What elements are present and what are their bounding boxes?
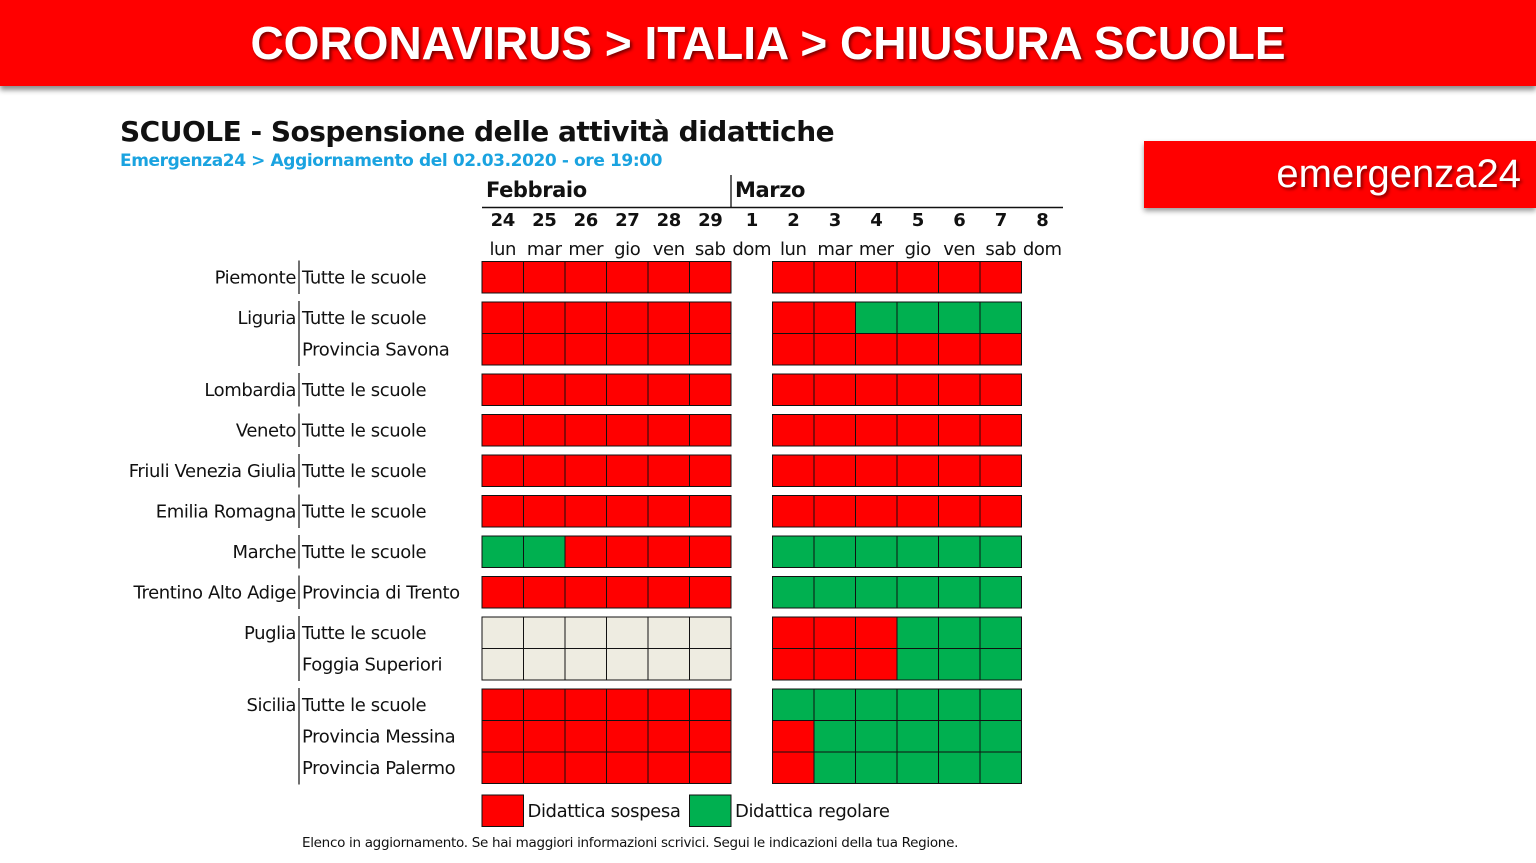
status-cell <box>690 577 732 609</box>
scope-label: Tutte le scuole <box>302 307 427 329</box>
legend-label: Didattica sospesa <box>527 800 681 822</box>
status-cell <box>648 649 690 681</box>
region-label: Friuli Venezia Giulia <box>128 460 296 482</box>
status-cell <box>814 752 856 784</box>
status-cell <box>773 752 815 784</box>
status-cell <box>565 649 607 681</box>
weekday-label: dom <box>732 239 772 260</box>
status-cell <box>565 496 607 528</box>
status-cell <box>773 721 815 753</box>
status-cell <box>856 415 898 447</box>
status-cell <box>565 302 607 334</box>
status-cell <box>648 752 690 784</box>
status-cell <box>856 374 898 406</box>
day-number: 27 <box>615 210 640 231</box>
status-cell <box>773 536 815 568</box>
status-cell <box>607 536 649 568</box>
status-cell <box>814 536 856 568</box>
status-cell <box>524 415 566 447</box>
status-cell <box>939 617 981 649</box>
status-cell <box>482 752 524 784</box>
status-cell <box>690 721 732 753</box>
scope-label: Provincia Savona <box>302 339 450 361</box>
region-label: Lombardia <box>204 379 296 401</box>
status-cell <box>690 334 732 366</box>
region-label: Emilia Romagna <box>155 501 296 523</box>
status-cell <box>482 496 524 528</box>
status-cell <box>856 752 898 784</box>
status-cell <box>482 617 524 649</box>
status-cell <box>482 455 524 487</box>
status-cell <box>980 334 1022 366</box>
status-cell <box>814 577 856 609</box>
status-cell <box>897 262 939 294</box>
status-cell <box>607 334 649 366</box>
status-cell <box>773 577 815 609</box>
status-cell <box>482 689 524 721</box>
status-cell <box>980 721 1022 753</box>
status-cell <box>607 752 649 784</box>
status-cell <box>607 262 649 294</box>
scope-label: Tutte le scuole <box>302 694 427 716</box>
status-cell <box>524 577 566 609</box>
status-cell <box>690 649 732 681</box>
status-cell <box>814 415 856 447</box>
status-cell <box>648 617 690 649</box>
day-number: 24 <box>490 210 515 231</box>
status-cell <box>773 374 815 406</box>
status-cell <box>856 689 898 721</box>
weekday-label: gio <box>904 239 931 260</box>
weekday-label: sab <box>985 239 1017 260</box>
weekday-label: sab <box>694 239 726 260</box>
status-cell <box>980 689 1022 721</box>
status-cell <box>524 334 566 366</box>
status-cell <box>773 455 815 487</box>
status-cell <box>524 536 566 568</box>
status-cell <box>980 415 1022 447</box>
status-cell <box>482 302 524 334</box>
status-cell <box>607 415 649 447</box>
status-cell <box>856 302 898 334</box>
status-cell <box>897 374 939 406</box>
status-cell <box>524 752 566 784</box>
status-cell <box>980 455 1022 487</box>
footnote: Elenco in aggiornamento. Se hai maggiori informazioni scrivici. Segui le indicazioni della tua Regione. <box>302 835 959 851</box>
weekday-label: lun <box>779 239 807 260</box>
status-cell <box>814 496 856 528</box>
chart-subtitle: Emergenza24 > Aggiornamento del 02.03.2020 - ore 19:00 <box>120 151 663 171</box>
status-cell <box>524 374 566 406</box>
weekday-label: mer <box>568 239 604 260</box>
status-cell <box>607 302 649 334</box>
status-cell <box>482 536 524 568</box>
status-cell <box>980 536 1022 568</box>
status-cell <box>897 689 939 721</box>
month-label-marzo: Marzo <box>735 178 806 202</box>
status-cell <box>524 262 566 294</box>
status-cell <box>648 689 690 721</box>
scope-label: Provincia Palermo <box>302 757 456 779</box>
status-cell <box>524 721 566 753</box>
region-label: Piemonte <box>214 267 296 289</box>
status-cell <box>607 721 649 753</box>
status-cell <box>482 721 524 753</box>
scope-label: Tutte le scuole <box>302 622 427 644</box>
status-cell <box>607 455 649 487</box>
weekday-label: mer <box>858 239 894 260</box>
status-cell <box>980 617 1022 649</box>
status-cell <box>482 577 524 609</box>
status-cell <box>524 496 566 528</box>
status-cell <box>856 721 898 753</box>
scope-label: Tutte le scuole <box>302 379 427 401</box>
weekday-label: lun <box>489 239 517 260</box>
status-cell <box>648 577 690 609</box>
status-cell <box>773 415 815 447</box>
status-cell <box>980 577 1022 609</box>
status-cell <box>980 262 1022 294</box>
status-cell <box>856 455 898 487</box>
status-cell <box>897 752 939 784</box>
status-cell <box>648 496 690 528</box>
status-cell <box>607 649 649 681</box>
status-cell <box>482 374 524 406</box>
status-cell <box>897 496 939 528</box>
status-cell <box>939 496 981 528</box>
region-label: Sicilia <box>246 694 296 716</box>
status-cell <box>565 689 607 721</box>
status-cell <box>980 374 1022 406</box>
status-cell <box>980 649 1022 681</box>
status-cell <box>814 617 856 649</box>
status-cell <box>897 577 939 609</box>
status-cell <box>524 689 566 721</box>
status-cell <box>565 334 607 366</box>
day-number: 7 <box>994 210 1007 231</box>
status-cell <box>939 262 981 294</box>
status-cell <box>773 496 815 528</box>
brand-logo-text: emergenza24 <box>1276 152 1521 196</box>
scope-label: Tutte le scuole <box>302 541 427 563</box>
status-cell <box>648 536 690 568</box>
legend-swatch <box>482 795 524 827</box>
status-cell <box>773 334 815 366</box>
status-cell <box>648 374 690 406</box>
status-cell <box>939 302 981 334</box>
day-number: 4 <box>870 210 883 231</box>
status-cell <box>565 536 607 568</box>
weekday-label: gio <box>614 239 641 260</box>
status-cell <box>690 455 732 487</box>
status-cell <box>814 262 856 294</box>
region-label: Marche <box>232 541 296 563</box>
status-cell <box>690 536 732 568</box>
scope-label: Tutte le scuole <box>302 420 427 442</box>
weekday-label: mar <box>526 239 562 260</box>
weekday-label: dom <box>1022 239 1062 260</box>
status-cell <box>773 617 815 649</box>
status-cell <box>939 415 981 447</box>
status-cell <box>856 496 898 528</box>
day-number: 2 <box>787 210 800 231</box>
status-cell <box>856 334 898 366</box>
day-number: 6 <box>953 210 966 231</box>
legend-swatch <box>690 795 732 827</box>
scope-label: Foggia Superiori <box>302 654 443 676</box>
status-cell <box>814 689 856 721</box>
status-cell <box>607 689 649 721</box>
status-cell <box>690 752 732 784</box>
status-cell <box>897 455 939 487</box>
status-cell <box>690 415 732 447</box>
scope-label: Provincia di Trento <box>302 582 460 604</box>
region-label: Puglia <box>243 622 296 644</box>
status-cell <box>814 721 856 753</box>
status-cell <box>690 374 732 406</box>
scope-label: Tutte le scuole <box>302 501 427 523</box>
day-number: 26 <box>573 210 598 231</box>
status-cell <box>897 415 939 447</box>
status-cell <box>690 496 732 528</box>
status-cell <box>939 536 981 568</box>
status-cell <box>773 262 815 294</box>
status-cell <box>939 334 981 366</box>
status-cell <box>980 752 1022 784</box>
status-cell <box>980 302 1022 334</box>
status-cell <box>565 455 607 487</box>
status-cell <box>607 617 649 649</box>
status-cell <box>482 334 524 366</box>
day-number: 29 <box>698 210 723 231</box>
status-cell <box>897 302 939 334</box>
day-number: 28 <box>656 210 681 231</box>
status-cell <box>897 721 939 753</box>
status-cell <box>524 649 566 681</box>
status-cell <box>690 617 732 649</box>
scope-label: Tutte le scuole <box>302 460 427 482</box>
status-cell <box>648 302 690 334</box>
status-cell <box>690 689 732 721</box>
status-cell <box>856 577 898 609</box>
status-cell <box>897 649 939 681</box>
status-cell <box>773 302 815 334</box>
status-cell <box>939 649 981 681</box>
status-cell <box>648 455 690 487</box>
status-cell <box>939 689 981 721</box>
banner-title: CORONAVIRUS > ITALIA > CHIUSURA SCUOLE <box>250 17 1286 69</box>
scope-label: Provincia Messina <box>302 726 456 748</box>
status-cell <box>482 649 524 681</box>
status-cell <box>648 721 690 753</box>
region-label: Trentino Alto Adige <box>133 582 296 604</box>
status-cell <box>565 577 607 609</box>
legend-label: Didattica regolare <box>735 800 890 822</box>
status-cell <box>648 415 690 447</box>
status-cell <box>524 302 566 334</box>
day-number: 5 <box>911 210 924 231</box>
chart-title: SCUOLE - Sospensione delle attività didattiche <box>120 115 835 148</box>
status-cell <box>690 302 732 334</box>
status-cell <box>565 262 607 294</box>
status-cell <box>897 334 939 366</box>
status-cell <box>607 577 649 609</box>
weekday-label: ven <box>943 239 976 260</box>
month-label-febbraio: Febbraio <box>486 178 587 202</box>
status-cell <box>856 536 898 568</box>
status-cell <box>856 262 898 294</box>
status-cell <box>648 334 690 366</box>
status-cell <box>814 374 856 406</box>
day-number: 3 <box>828 210 841 231</box>
status-cell <box>939 374 981 406</box>
status-cell <box>524 617 566 649</box>
status-cell <box>814 455 856 487</box>
region-label: Veneto <box>235 420 296 442</box>
weekday-label: mar <box>817 239 853 260</box>
status-cell <box>690 262 732 294</box>
status-cell <box>482 415 524 447</box>
status-cell <box>856 649 898 681</box>
status-cell <box>897 617 939 649</box>
scope-label: Tutte le scuole <box>302 267 427 289</box>
status-cell <box>980 496 1022 528</box>
status-cell <box>565 721 607 753</box>
status-cell <box>773 689 815 721</box>
status-cell <box>856 617 898 649</box>
status-cell <box>814 302 856 334</box>
status-cell <box>565 617 607 649</box>
status-cell <box>897 536 939 568</box>
status-cell <box>565 415 607 447</box>
status-cell <box>939 721 981 753</box>
status-cell <box>607 374 649 406</box>
status-cell <box>814 334 856 366</box>
weekday-label: ven <box>652 239 685 260</box>
status-cell <box>565 374 607 406</box>
status-cell <box>524 455 566 487</box>
status-cell <box>565 752 607 784</box>
day-number: 1 <box>745 210 758 231</box>
status-cell <box>482 262 524 294</box>
status-cell <box>773 649 815 681</box>
region-label: Liguria <box>237 307 296 329</box>
day-number: 25 <box>532 210 557 231</box>
status-cell <box>814 649 856 681</box>
day-number: 8 <box>1036 210 1049 231</box>
status-cell <box>607 496 649 528</box>
status-cell <box>939 752 981 784</box>
status-cell <box>939 577 981 609</box>
status-cell <box>939 455 981 487</box>
status-cell <box>648 262 690 294</box>
